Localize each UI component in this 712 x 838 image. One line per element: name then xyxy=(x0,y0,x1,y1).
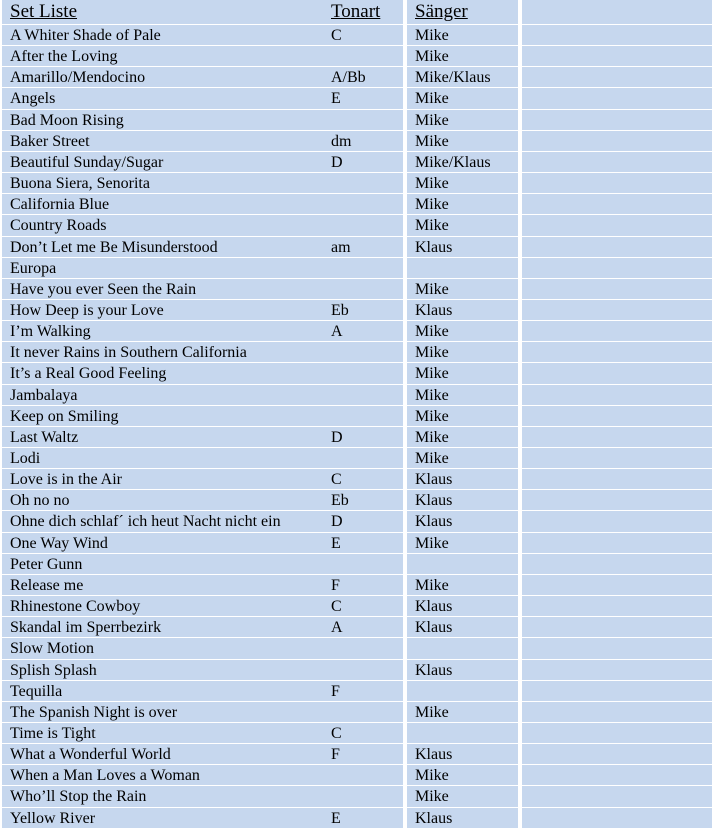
extra-cell xyxy=(522,321,712,341)
key-cell xyxy=(323,406,403,426)
key-cell: D xyxy=(323,427,403,447)
singer-cell: Klaus xyxy=(407,511,518,532)
extra-cell xyxy=(522,363,712,384)
table-row xyxy=(0,448,712,468)
song-cell: It’s a Real Good Feeling xyxy=(2,363,323,384)
table-row xyxy=(0,702,712,722)
table-row xyxy=(0,279,712,299)
extra-cell xyxy=(522,786,712,807)
song-cell: Rhinestone Cowboy xyxy=(2,596,323,616)
singer-cell: Klaus xyxy=(407,490,518,510)
key-cell: C xyxy=(323,723,403,743)
singer-cell: Mike xyxy=(407,279,518,299)
song-cell: One Way Wind xyxy=(2,533,323,553)
singer-cell: Klaus xyxy=(407,808,518,828)
key-cell: E xyxy=(323,88,403,109)
key-cell xyxy=(323,279,403,299)
extra-cell xyxy=(522,448,712,468)
song-cell: A Whiter Shade of Pale xyxy=(2,25,323,45)
key-cell xyxy=(323,448,403,468)
singer-cell: Klaus xyxy=(407,617,518,637)
key-cell: Eb xyxy=(323,490,403,510)
extra-cell xyxy=(522,237,712,257)
song-cell: Lodi xyxy=(2,448,323,468)
table-row xyxy=(0,427,712,447)
table-row xyxy=(0,744,712,764)
extra-cell xyxy=(522,681,712,701)
key-cell: D xyxy=(323,152,403,172)
song-cell: The Spanish Night is over xyxy=(2,702,323,722)
singer-cell: Mike xyxy=(407,575,518,595)
singer-cell: Mike xyxy=(407,765,518,785)
song-cell: Yellow River xyxy=(2,808,323,828)
singer-cell: Klaus xyxy=(407,596,518,616)
singer-cell: Mike xyxy=(407,321,518,341)
extra-cell xyxy=(522,765,712,785)
song-cell: Tequilla xyxy=(2,681,323,701)
table-row xyxy=(0,237,712,257)
extra-cell xyxy=(522,469,712,489)
table-row xyxy=(0,173,712,193)
singer-cell: Mike xyxy=(407,427,518,447)
song-cell: It never Rains in Southern California xyxy=(2,342,323,362)
singer-cell xyxy=(407,554,518,574)
song-cell: After the Loving xyxy=(2,46,323,66)
extra-cell xyxy=(522,490,712,510)
singer-cell: Klaus xyxy=(407,469,518,489)
song-cell: Time is Tight xyxy=(2,723,323,743)
table-row xyxy=(0,110,712,130)
singer-cell: Mike xyxy=(407,786,518,807)
extra-cell xyxy=(522,660,712,680)
song-cell: Bad Moon Rising xyxy=(2,110,323,130)
table-row xyxy=(0,681,712,701)
song-cell: Have you ever Seen the Rain xyxy=(2,279,323,299)
key-cell: A/Bb xyxy=(323,67,403,87)
singer-cell: Mike xyxy=(407,46,518,66)
song-cell: Skandal im Sperrbezirk xyxy=(2,617,323,637)
extra-cell xyxy=(522,511,712,532)
song-cell: Baker Street xyxy=(2,131,323,151)
song-cell: Splish Splash xyxy=(2,660,323,680)
table-row xyxy=(0,596,712,616)
extra-cell xyxy=(522,808,712,828)
key-cell: A xyxy=(323,321,403,341)
key-cell: D xyxy=(323,511,403,532)
singer-cell: Klaus xyxy=(407,744,518,764)
song-cell: Europa xyxy=(2,258,323,278)
key-cell: am xyxy=(323,237,403,257)
table-row xyxy=(0,131,712,151)
key-cell xyxy=(323,765,403,785)
singer-cell: Mike xyxy=(407,215,518,236)
table-row xyxy=(0,25,712,45)
extra-cell xyxy=(522,300,712,320)
song-cell: Last Waltz xyxy=(2,427,323,447)
header-song: Set Liste xyxy=(2,0,323,24)
key-cell: F xyxy=(323,744,403,764)
table-row xyxy=(0,152,712,172)
table-row xyxy=(0,554,712,574)
singer-cell xyxy=(407,638,518,659)
extra-cell xyxy=(522,744,712,764)
extra-cell xyxy=(522,173,712,193)
key-cell xyxy=(323,385,403,405)
header-row xyxy=(0,0,712,24)
key-cell: Eb xyxy=(323,300,403,320)
table-row xyxy=(0,46,712,66)
extra-cell xyxy=(522,194,712,214)
header-singer: Sänger xyxy=(407,0,518,24)
table-row xyxy=(0,638,712,659)
extra-cell xyxy=(522,279,712,299)
header-extra xyxy=(522,0,712,24)
extra-cell xyxy=(522,406,712,426)
extra-cell xyxy=(522,67,712,87)
singer-cell: Klaus xyxy=(407,237,518,257)
song-cell: I’m Walking xyxy=(2,321,323,341)
key-cell xyxy=(323,342,403,362)
song-cell: Don’t Let me Be Misunderstood xyxy=(2,237,323,257)
song-cell: How Deep is your Love xyxy=(2,300,323,320)
key-cell xyxy=(323,660,403,680)
song-cell: When a Man Loves a Woman xyxy=(2,765,323,785)
song-cell: Peter Gunn xyxy=(2,554,323,574)
table-row xyxy=(0,808,712,828)
table-row xyxy=(0,723,712,743)
key-cell xyxy=(323,46,403,66)
singer-cell: Mike xyxy=(407,88,518,109)
header-key: Tonart xyxy=(323,0,403,24)
key-cell xyxy=(323,215,403,236)
key-cell: E xyxy=(323,808,403,828)
singer-cell: Mike xyxy=(407,702,518,722)
singer-cell: Mike xyxy=(407,363,518,384)
singer-cell xyxy=(407,681,518,701)
extra-cell xyxy=(522,88,712,109)
key-cell: E xyxy=(323,533,403,553)
extra-cell xyxy=(522,46,712,66)
key-cell xyxy=(323,786,403,807)
singer-cell: Mike xyxy=(407,110,518,130)
singer-cell xyxy=(407,723,518,743)
extra-cell xyxy=(522,131,712,151)
song-cell: Who’ll Stop the Rain xyxy=(2,786,323,807)
key-cell xyxy=(323,110,403,130)
key-cell: A xyxy=(323,617,403,637)
singer-cell xyxy=(407,258,518,278)
extra-cell xyxy=(522,702,712,722)
key-cell: C xyxy=(323,25,403,45)
table-row xyxy=(0,786,712,807)
song-cell: Slow Motion xyxy=(2,638,323,659)
key-cell xyxy=(323,638,403,659)
song-cell: Buona Siera, Senorita xyxy=(2,173,323,193)
extra-cell xyxy=(522,617,712,637)
extra-cell xyxy=(522,723,712,743)
table-row xyxy=(0,321,712,341)
table-row xyxy=(0,67,712,87)
table-row xyxy=(0,575,712,595)
singer-cell: Mike xyxy=(407,385,518,405)
table-row xyxy=(0,215,712,236)
extra-cell xyxy=(522,25,712,45)
table-row xyxy=(0,406,712,426)
table-row xyxy=(0,385,712,405)
extra-cell xyxy=(522,110,712,130)
key-cell xyxy=(323,702,403,722)
song-cell: Angels xyxy=(2,88,323,109)
key-cell: F xyxy=(323,681,403,701)
extra-cell xyxy=(522,152,712,172)
extra-cell xyxy=(522,575,712,595)
extra-cell xyxy=(522,342,712,362)
table-row xyxy=(0,363,712,384)
key-cell xyxy=(323,194,403,214)
singer-cell: Mike xyxy=(407,533,518,553)
singer-cell: Mike/Klaus xyxy=(407,67,518,87)
singer-cell: Mike xyxy=(407,448,518,468)
song-cell: Oh no no xyxy=(2,490,323,510)
singer-cell: Klaus xyxy=(407,300,518,320)
extra-cell xyxy=(522,258,712,278)
song-cell: California Blue xyxy=(2,194,323,214)
table-row xyxy=(0,342,712,362)
table-row xyxy=(0,660,712,680)
key-cell: C xyxy=(323,469,403,489)
key-cell xyxy=(323,173,403,193)
extra-cell xyxy=(522,215,712,236)
singer-cell: Mike xyxy=(407,173,518,193)
extra-cell xyxy=(522,596,712,616)
table-row xyxy=(0,300,712,320)
table-row xyxy=(0,469,712,489)
key-cell xyxy=(323,258,403,278)
table-row xyxy=(0,511,712,532)
singer-cell: Klaus xyxy=(407,660,518,680)
song-cell: Keep on Smiling xyxy=(2,406,323,426)
song-cell: Country Roads xyxy=(2,215,323,236)
extra-cell xyxy=(522,385,712,405)
table-row xyxy=(0,490,712,510)
key-cell: F xyxy=(323,575,403,595)
singer-cell: Mike/Klaus xyxy=(407,152,518,172)
key-cell xyxy=(323,554,403,574)
singer-cell: Mike xyxy=(407,342,518,362)
extra-cell xyxy=(522,554,712,574)
singer-cell: Mike xyxy=(407,25,518,45)
table-row xyxy=(0,258,712,278)
key-cell: dm xyxy=(323,131,403,151)
table-row xyxy=(0,617,712,637)
key-cell xyxy=(323,363,403,384)
table-row xyxy=(0,88,712,109)
table-row xyxy=(0,533,712,553)
song-cell: What a Wonderful World xyxy=(2,744,323,764)
extra-cell xyxy=(522,533,712,553)
key-cell: C xyxy=(323,596,403,616)
extra-cell xyxy=(522,638,712,659)
song-cell: Amarillo/Mendocino xyxy=(2,67,323,87)
song-cell: Release me xyxy=(2,575,323,595)
extra-cell xyxy=(522,427,712,447)
song-cell: Ohne dich schlaf´ ich heut Nacht nicht ein xyxy=(2,511,323,532)
table-row xyxy=(0,765,712,785)
song-cell: Love is in the Air xyxy=(2,469,323,489)
song-cell: Beautiful Sunday/Sugar xyxy=(2,152,323,172)
singer-cell: Mike xyxy=(407,406,518,426)
singer-cell: Mike xyxy=(407,194,518,214)
singer-cell: Mike xyxy=(407,131,518,151)
song-cell: Jambalaya xyxy=(2,385,323,405)
table-row xyxy=(0,194,712,214)
